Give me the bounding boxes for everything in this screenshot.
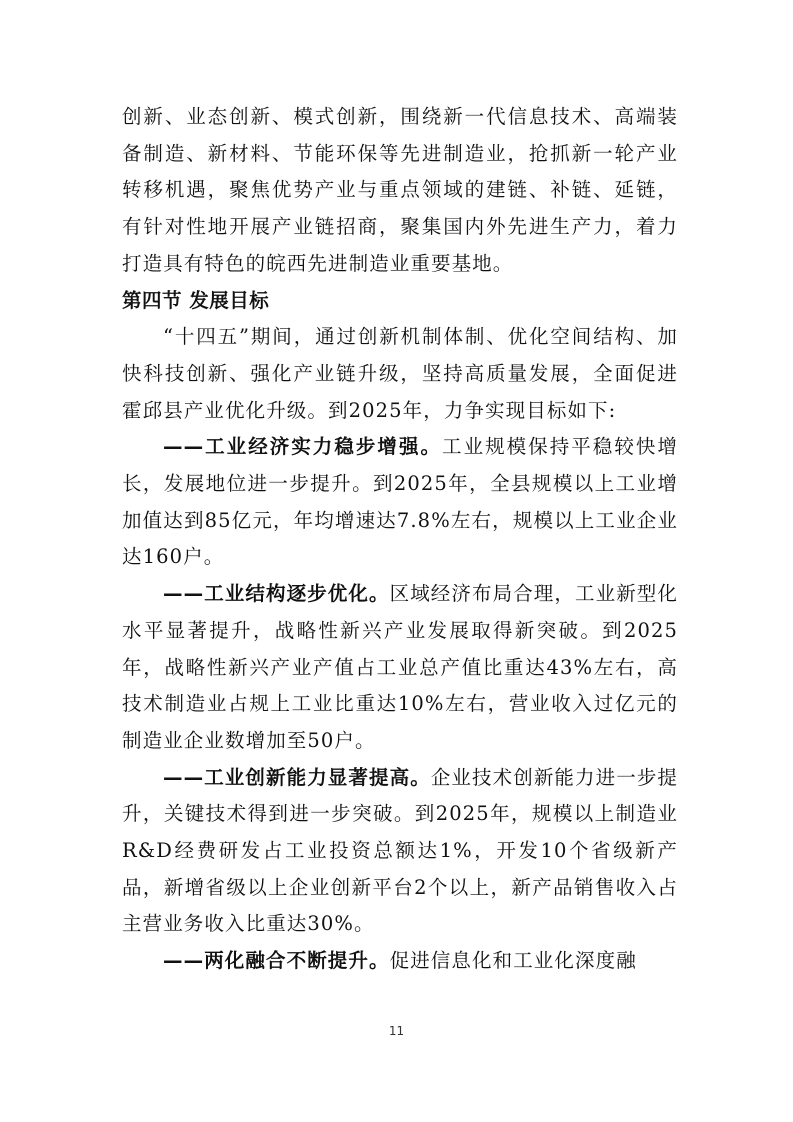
section-heading: 第四节 发展目标	[122, 288, 270, 312]
goal-lead: ——工业结构逐步优化。	[163, 582, 390, 606]
goal-text: 工业规模保持平稳较快增长，发展地位进一步提升。到2025年，全县规模以上工业增加值达到85亿元，年均增速达7.8%左右，规模以上工业企业达160户。	[122, 435, 678, 569]
page-number: 11	[388, 1024, 405, 1038]
goal-lead: ——工业经济实力稳步增强。	[163, 435, 443, 459]
goal-lead: ——两化融合不断提升。	[163, 949, 390, 973]
goal-text: 企业技术创新能力进一步提升，关键技术得到进一步突破。到2025年，规模以上制造业R&D经费研发占工业投资总额达1%，开发10个省级新产品，新增省级以上企业创新平台2个以上，新产品销售收入占主营业务收入比重达30%。	[122, 765, 679, 936]
intro-paragraph: 创新、业态创新、模式创新，围绕新一代信息技术、高端装备制造、新材料、节能环保等先进制造业，抢抓新一轮产业转移机遇，聚焦优势产业与重点领域的建链、补链、延链，有针对性地开展产业链招商，聚集国内外先进生产力，着力打造具有特色的皖西先进制造业重要基地。	[122, 105, 678, 275]
overview-paragraph: “十四五”期间，通过创新机制体制、优化空间结构、加快科技创新、强化产业链升级，坚持高质量发展，全面促进霍邱县产业优化升级。到2025年，力争实现目标如下:	[122, 325, 678, 422]
goal-paragraph-innovation	[122, 760, 678, 944]
goal-text: 区域经济布局合理，工业新型化水平显著提升，战略性新兴产业发展取得新突破。到2025年，战略性新兴产业产值占工业总产值比重达43%左右，高技术制造业占规上工业比重达10%左右，营业收入过亿元的制造业企业数增加至50户。	[122, 582, 679, 752]
goal-lead: ——工业创新能力显著提高。	[163, 765, 431, 789]
goal-paragraph-structure	[122, 576, 678, 760]
page-content	[122, 99, 678, 980]
goal-paragraph-integration	[122, 943, 678, 980]
goal-paragraph-economic-strength	[122, 429, 678, 576]
goal-text: 促进信息化和工业化深度融	[389, 949, 637, 973]
